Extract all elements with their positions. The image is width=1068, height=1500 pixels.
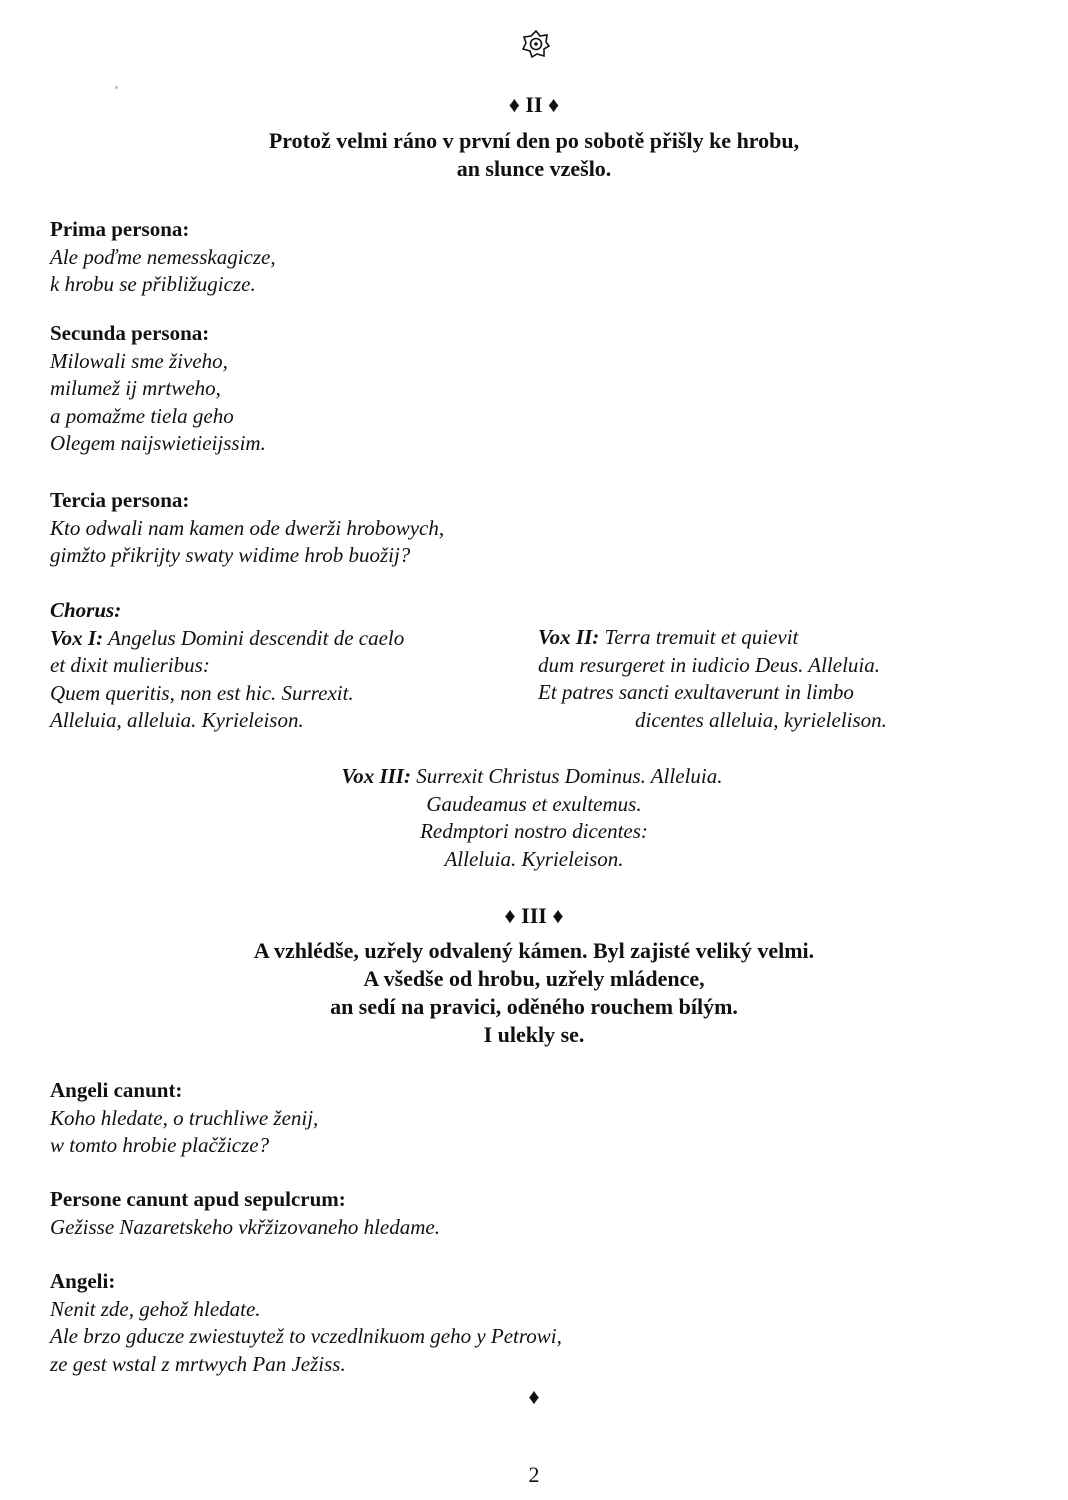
speaker-label: Angeli canunt: bbox=[50, 1078, 183, 1102]
verse-line: Quem queritis, non est hic. Surrexit. bbox=[50, 680, 354, 705]
verse-line: Kto odwali nam kamen ode dwerži hrobowych, bbox=[50, 515, 445, 540]
verse-line: k hrobu se přibližugicze. bbox=[50, 272, 256, 296]
speaker-label: Prima persona: bbox=[50, 217, 190, 241]
vox-ii-first-line bbox=[538, 624, 887, 652]
verse-line: milumež ij mrtweho, bbox=[50, 376, 221, 400]
speaker-label: Persone canunt apud sepulcrum: bbox=[50, 1187, 346, 1211]
ornament-icon bbox=[522, 30, 550, 58]
verse-text: Angelus Domini descendit de caelo bbox=[103, 625, 405, 650]
verse-line: Ale brzo gducze zwiestuytež to vczedlnikuom geho y Petrowi, bbox=[50, 1324, 562, 1348]
vox-i-first-line bbox=[50, 625, 404, 653]
vox-label: Vox III: bbox=[341, 764, 411, 788]
end-diamond-icon: ♦ bbox=[528, 1384, 540, 1409]
page-number: 2 bbox=[528, 1462, 540, 1487]
narration-iii-line-2: A všedše od hrobu, uzřely mládence, bbox=[363, 966, 705, 991]
tercia-persona-block bbox=[50, 487, 444, 570]
verse-text: Terra tremuit et quievit bbox=[599, 625, 799, 649]
narration-ii-line-2: an slunce vzešlo. bbox=[456, 156, 612, 181]
verse-line: Gaudeamus et exultemus. bbox=[426, 791, 642, 816]
secunda-persona-block bbox=[50, 320, 266, 458]
section-marker-iii: ♦ III ♦ bbox=[504, 903, 564, 928]
chorus-block bbox=[50, 597, 404, 735]
speaker-label: Chorus: bbox=[50, 598, 122, 622]
verse-line: a pomažme tiela geho bbox=[50, 403, 234, 428]
speaker-label: Tercia persona: bbox=[50, 488, 190, 512]
speaker-label: Angeli: bbox=[50, 1269, 116, 1293]
verse-line: et dixit mulieribus: bbox=[50, 653, 210, 677]
verse-line: Nenit zde, gehož hledate. bbox=[50, 1296, 261, 1321]
persone-block bbox=[50, 1186, 440, 1241]
verse-line: Ale poďme nemesskagicze, bbox=[50, 244, 276, 269]
verse-line: w tomto hrobie plačžicze? bbox=[50, 1133, 270, 1157]
speaker-label: Secunda persona: bbox=[50, 321, 210, 345]
verse-line: Redmptori nostro dicentes: bbox=[420, 819, 648, 843]
narration-iii-line-1: A vzhlédše, uzřely odvalený kámen. Byl zajisté veliký velmi. bbox=[253, 938, 815, 963]
verse-line: dicentes alleluia, kyrielelison. bbox=[635, 707, 887, 732]
verse-line: Gežisse Nazaretskeho vkřžizovaneho hledame. bbox=[50, 1214, 440, 1239]
verse-line: Alleluia, alleluia. Kyrieleison. bbox=[50, 708, 304, 732]
narration-iii-line-4: I ulekly se. bbox=[483, 1022, 585, 1047]
verse-line: Alleluia. Kyrieleison. bbox=[444, 846, 624, 871]
vox-label: Vox II: bbox=[538, 625, 600, 649]
section-marker-ii: ♦ II ♦ bbox=[508, 92, 560, 117]
narration-iii-line-3: an sedí na pravici, oděného rouchem bílým. bbox=[330, 994, 738, 1019]
verse-line: Et patres sancti exultaverunt in limbo bbox=[538, 680, 854, 704]
verse-line: Koho hledate, o truchliwe ženij, bbox=[50, 1105, 319, 1130]
prima-persona-block bbox=[50, 216, 276, 299]
narration-ii-line-1: Protož velmi ráno v první den po sobotě přišly ke hrobu, bbox=[268, 128, 800, 153]
vox-iii-first-line bbox=[0, 763, 1068, 791]
verse-line: dum resurgeret in iudicio Deus. Alleluia. bbox=[538, 652, 880, 677]
angeli-canunt-block bbox=[50, 1077, 318, 1160]
vox-ii-block bbox=[538, 624, 887, 734]
verse-line: gimžto přikrijty swaty widime hrob buožij? bbox=[50, 543, 411, 567]
vox-label: Vox I: bbox=[50, 625, 104, 650]
verse-line: ze gest wstal z mrtwych Pan Ježiss. bbox=[50, 1351, 346, 1376]
scan-speck bbox=[115, 86, 118, 89]
angeli-block bbox=[50, 1268, 562, 1378]
verse-line: Olegem naijswietieijssim. bbox=[50, 431, 266, 455]
vox-iii-block bbox=[0, 763, 1068, 873]
verse-line: Milowali sme živeho, bbox=[50, 348, 228, 373]
verse-text: Surrexit Christus Dominus. Alleluia. bbox=[410, 764, 723, 788]
